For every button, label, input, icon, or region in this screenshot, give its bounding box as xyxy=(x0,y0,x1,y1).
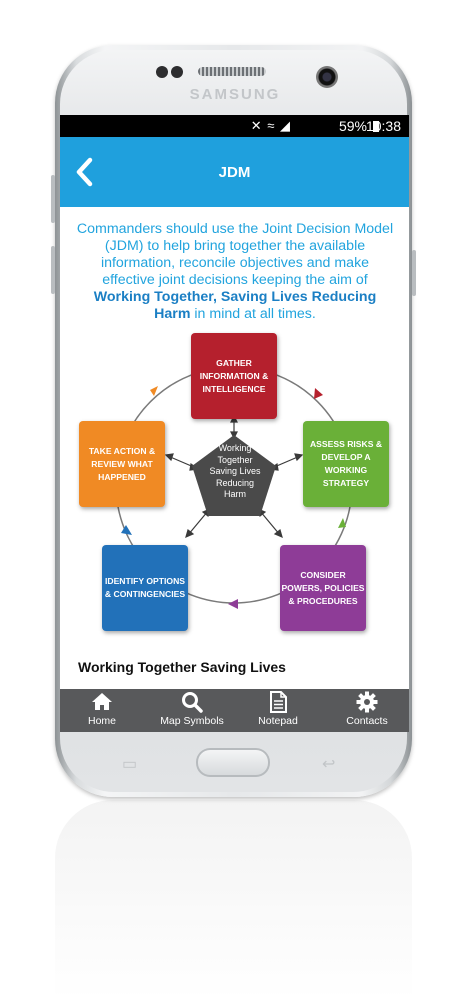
center-label: Working Together Saving Lives Reducing Harm xyxy=(209,443,261,499)
phone-reflection xyxy=(55,800,412,1000)
jdm-diagram xyxy=(60,328,409,638)
battery-percent: 59% xyxy=(338,118,367,134)
page-title: JDM xyxy=(218,164,251,181)
step-assess-label: ASSESS RISKS & DEVELOP A WORKING STRATEGY xyxy=(309,439,383,488)
app-bar xyxy=(60,137,409,207)
step-identify xyxy=(102,545,188,631)
nav-contacts-label: Contacts xyxy=(346,715,388,727)
search-icon xyxy=(152,691,232,715)
sensor-dot xyxy=(171,66,183,78)
intro-text xyxy=(74,221,396,323)
recent-apps-key: ▭ xyxy=(122,756,138,773)
notepad-icon xyxy=(246,691,310,715)
nav-home[interactable] xyxy=(70,689,134,732)
nav-notepad-label: Notepad xyxy=(258,715,298,727)
clock: 10:38 xyxy=(365,118,401,134)
volume-button xyxy=(51,175,55,223)
intro-text-end: in mind at all times. xyxy=(190,306,316,322)
nav-map-symbols[interactable] xyxy=(152,689,232,732)
intro-emphasis: Working Together, Saving Lives Reducing Harm xyxy=(93,289,377,322)
nav-contacts[interactable] xyxy=(332,689,402,732)
home-hardware-button[interactable] xyxy=(196,748,270,777)
step-take-action xyxy=(79,421,165,507)
volume-button-lower xyxy=(51,246,55,294)
step-assess xyxy=(303,421,389,507)
bottom-nav xyxy=(60,689,409,732)
screen xyxy=(60,115,409,732)
status-icons: ✕ ≈ ◢ xyxy=(250,118,291,133)
front-camera xyxy=(316,66,338,88)
intro-text-part: Commanders should use the Joint Decision Model (JDM) to help bring together the available information, reconcile objectives and make effective joint decisions keeping the aim of xyxy=(76,221,394,288)
step-take-action-label: TAKE ACTION & REVIEW WHAT HAPPENED xyxy=(88,445,156,482)
nav-map-symbols-label: Map Symbols xyxy=(160,715,224,727)
gear-icon xyxy=(332,691,402,715)
device-brand: SAMSUNG xyxy=(189,86,281,103)
section-heading: Working Together Saving Lives xyxy=(78,659,286,675)
earpiece-speaker xyxy=(198,67,266,76)
step-consider-label: CONSIDER POWERS, POLICIES & PROCEDURES xyxy=(281,569,365,606)
step-gather xyxy=(191,333,277,419)
nav-home-label: Home xyxy=(87,715,116,727)
power-button xyxy=(412,250,416,296)
nav-notepad[interactable] xyxy=(246,689,310,732)
home-icon xyxy=(70,691,134,715)
back-key: ↩ xyxy=(322,756,336,773)
step-gather-label: GATHER INFORMATION & INTELLIGENCE xyxy=(199,357,269,394)
step-identify-label: IDENTIFY OPTIONS & CONTINGENCIES xyxy=(104,576,186,599)
sensor-dot xyxy=(156,66,168,78)
step-consider xyxy=(280,545,366,631)
status-bar xyxy=(60,115,409,137)
